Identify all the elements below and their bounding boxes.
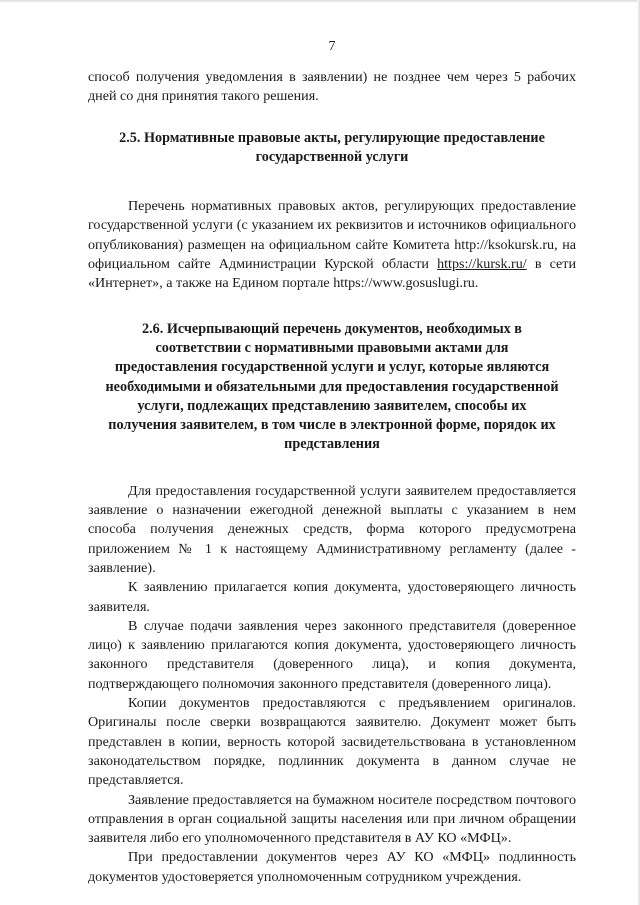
section-2-6-title-line: 2.6. Исчерпывающий перечень документов, необходимых в (142, 320, 522, 337)
section-2-5-paragraph (88, 197, 576, 293)
section-2-6-title-line: предоставления государственной услуги и услуг, которые являются (114, 359, 550, 376)
section-2-6-paragraph: В случае подачи заявления через законного представителя (доверенное лицо) к заявлению прилагаются копия документа, удостоверяющего личность законного представителя (доверенного лица), и копия документа, подтверждающего полномочия законного представителя (доверенного лица). (88, 617, 576, 692)
section-2-6-paragraph: Для предоставления государственной услуги заявителем предоставляется заявление о назначении ежегодной денежной выплаты с указанием в нем способа получения денежных средств, форма которого предусмотрена приложением № 1 к настоящему Административному регламенту (далее - заявление). (88, 482, 576, 576)
document-page (88, 38, 576, 887)
section-2-6-title-line: услуги, подлежащих представлению заявителем, способы их (137, 397, 527, 414)
page-number: 7 (328, 39, 336, 54)
kursk-link[interactable]: https://kursk.ru/ (437, 256, 527, 273)
section-2-6-paragraph: К заявлению прилагается копия документа, удостоверяющего личность заявителя. (88, 579, 576, 615)
section-2-6-title-line: представления (284, 436, 380, 453)
section-2-6-title (88, 320, 576, 455)
section-2-5-text-after-link: в сети «Интернет», а также на Едином портале https://www.gosuslugi.ru. (88, 256, 576, 292)
continuation-paragraph: способ получения уведомления в заявлении) не позднее чем через 5 рабочих дней со дня принятия такого решения. (88, 69, 576, 105)
section-2-6-title-line: необходимыми и обязательными для предоставления государственной (105, 378, 559, 395)
section-2-5-text-before-link: Перечень нормативных правовых актов, регулирующих предоставление государственной услуги (с указанием их реквизитов и источников официального опубликования) размещен на официальном сайте Комитета http://ksokursk.ru, на официальном сайте Администрации Курской области (88, 198, 576, 273)
section-2-6-title-line: соответствии с нормативными правовыми актами для (155, 339, 509, 356)
section-2-6-title-line: получения заявителем, в том числе в электронной форме, порядок их (108, 417, 556, 434)
section-2-5-title: 2.5. Нормативные правовые акты, регулирующие предоставление государственной услуги (119, 129, 545, 165)
section-2-6-paragraph: Копии документов предоставляются с предъявлением оригиналов. Оригиналы после сверки возвращаются заявителю. Документ может быть представлен в копии, верность которой засвидетельствована в установленном законодательством порядке, подлинник документа в данном случае не представляется. (88, 695, 576, 789)
section-2-6-paragraph: Заявление предоставляется на бумажном носителе посредством почтового отправления в орган социальной защиты населения или при личном обращении заявителя либо его уполномоченного представителя в АУ КО «МФЦ». (88, 791, 576, 847)
scan-edge-top (0, 0, 640, 3)
section-2-6-paragraph: При предоставлении документов через АУ КО «МФЦ» подлинность документов удостоверяется уполномоченным сотрудником учреждения. (88, 849, 576, 885)
